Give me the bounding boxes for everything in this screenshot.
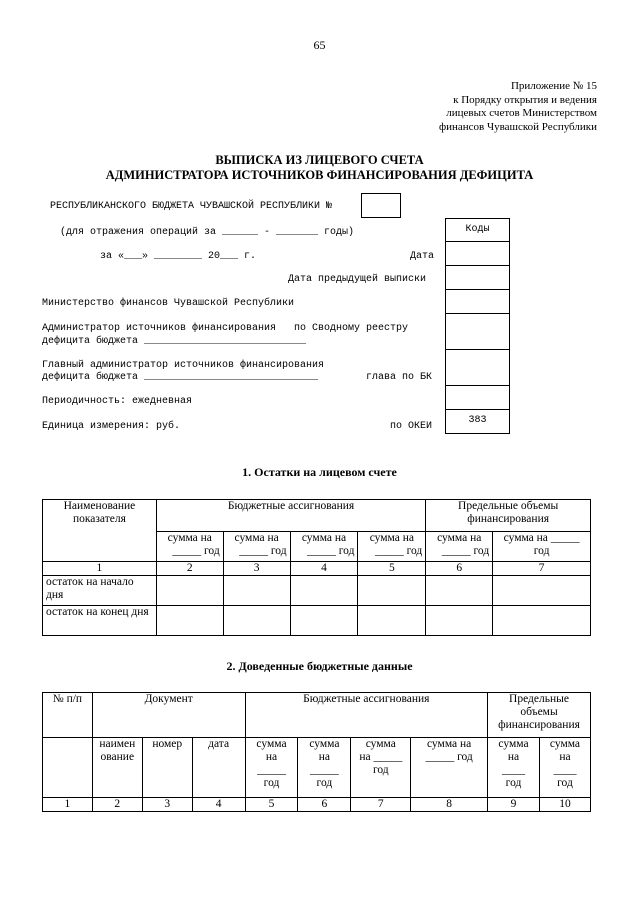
col-number: 5 — [245, 798, 298, 812]
col-header-number: № п/п — [43, 693, 93, 738]
col-number: 8 — [411, 798, 488, 812]
section2-title: 2. Доведенные бюджетные данные — [226, 659, 413, 673]
col-number: 2 — [156, 562, 223, 576]
col-number: 1 — [43, 562, 157, 576]
col-number: 10 — [539, 798, 590, 812]
col-number: 4 — [192, 798, 245, 812]
sum-header: сумма на _____ год — [358, 532, 426, 562]
document-title — [0, 153, 639, 182]
col-number: 9 — [488, 798, 540, 812]
col-number: 5 — [358, 562, 426, 576]
col-header-document: Документ — [92, 693, 245, 738]
value-cell[interactable] — [493, 606, 591, 636]
value-cell[interactable] — [290, 606, 358, 636]
sum-header: сумма на _____ год — [223, 532, 290, 562]
empty-header-cell — [43, 738, 93, 798]
sum-header: сумма на _____ год — [245, 738, 298, 798]
code-cell-periodicity[interactable] — [445, 386, 510, 410]
sum-header: сумма на ____ год — [539, 738, 590, 798]
value-cell[interactable] — [290, 576, 358, 606]
page-number: 65 — [313, 38, 326, 52]
title-line: ВЫПИСКА ИЗ ЛИЦЕВОГО СЧЕТА — [215, 153, 424, 167]
col-header-limits: Предельные объемы финансирования — [426, 500, 591, 532]
unit-of-measure: Единица измерения: руб. — [42, 421, 181, 432]
codes-title: Коды — [445, 218, 510, 242]
value-cell[interactable] — [223, 576, 290, 606]
ministry-name: Министерство финансов Чувашской Республики — [42, 298, 295, 309]
value-cell[interactable] — [156, 606, 223, 636]
statement-date-line: за «___» ________ 20___ г. — [100, 251, 257, 262]
budget-line: РЕСПУБЛИКАНСКОГО БЮДЖЕТА ЧУВАШСКОЙ РЕСПУБЛИКИ № — [50, 201, 333, 212]
value-cell[interactable] — [493, 576, 591, 606]
col-number: 7 — [493, 562, 591, 576]
sum-header: сумма на _____ год — [351, 738, 411, 798]
okei-label: по ОКЕИ — [390, 421, 433, 432]
sum-header: сумма на _____ год — [290, 532, 358, 562]
doc-col-header: номер — [142, 738, 192, 798]
chapter-label: глава по БК — [366, 372, 433, 383]
col-number: 2 — [92, 798, 142, 812]
value-cell[interactable] — [426, 606, 493, 636]
code-cell-date[interactable] — [445, 242, 510, 266]
chief-admin-line: Главный администратор источников финансирования — [42, 360, 325, 371]
code-cell-prev-date[interactable] — [445, 266, 510, 290]
code-cell-chapter[interactable] — [445, 350, 510, 386]
doc-col-header: дата — [192, 738, 245, 798]
col-header-budget: Бюджетные ассигнования — [245, 693, 487, 738]
col-number: 1 — [43, 798, 93, 812]
account-number-box[interactable] — [361, 193, 401, 218]
appendix-line: лицевых счетов Министерством — [446, 107, 597, 119]
chief-admin-line: дефицита бюджета _____________________________ — [42, 372, 319, 383]
col-number: 3 — [223, 562, 290, 576]
table-row — [43, 576, 591, 606]
appendix-line: к Порядку открытия и ведения — [453, 93, 597, 106]
code-cell-ministry[interactable] — [445, 290, 510, 314]
value-cell[interactable] — [358, 606, 426, 636]
value-cell[interactable] — [358, 576, 426, 606]
code-cell-admin[interactable] — [445, 314, 510, 350]
value-cell[interactable] — [426, 576, 493, 606]
section1-title: 1. Остатки на лицевом счете — [242, 465, 397, 479]
period-line: (для отражения операций за ______ - _______ годы) — [60, 227, 355, 238]
codes-column — [445, 218, 510, 434]
admin-line: Администратор источников финансирования по Сводному реестру — [42, 323, 409, 334]
col-number: 7 — [351, 798, 411, 812]
value-cell[interactable] — [156, 576, 223, 606]
row-label: остаток на начало дня — [43, 576, 157, 606]
col-header-limits: Предельные объемы финансирования — [488, 693, 591, 738]
sum-header: сумма на _____ год — [493, 532, 591, 562]
title-line: АДМИНИСТРАТОРА ИСТОЧНИКОВ ФИНАНСИРОВАНИЯ ДЕФИЦИТА — [105, 167, 534, 182]
sum-header: сумма на _____ год — [298, 738, 351, 798]
balances-table — [42, 499, 591, 636]
appendix-line: Приложение № 15 — [510, 80, 597, 92]
prev-date-label: Дата предыдущей выписки — [288, 274, 427, 285]
row-label: остаток на конец дня — [43, 606, 157, 636]
value-cell[interactable] — [223, 606, 290, 636]
sum-header: сумма на _____ год — [426, 532, 493, 562]
appendix-line: финансов Чувашской Республики — [438, 120, 597, 133]
sum-header: сумма на ____ год — [488, 738, 540, 798]
col-number: 4 — [290, 562, 358, 576]
periodicity: Периодичность: ежедневная — [42, 396, 193, 407]
code-cell-okei: 383 — [445, 410, 510, 434]
budget-data-table — [42, 692, 591, 812]
col-number: 6 — [298, 798, 351, 812]
doc-col-header: наимен ование — [92, 738, 142, 798]
col-header-budget: Бюджетные ассигнования — [156, 500, 425, 532]
sum-header: сумма на _____ год — [156, 532, 223, 562]
table-row — [43, 606, 591, 636]
appendix-note — [439, 80, 597, 134]
admin-line: дефицита бюджета ___________________________ — [42, 336, 307, 347]
sum-header: сумма на _____ год — [411, 738, 488, 798]
col-number: 6 — [426, 562, 493, 576]
col-number: 3 — [142, 798, 192, 812]
date-label: Дата — [410, 251, 435, 262]
col-header-name: Наименование показателя — [43, 500, 157, 562]
